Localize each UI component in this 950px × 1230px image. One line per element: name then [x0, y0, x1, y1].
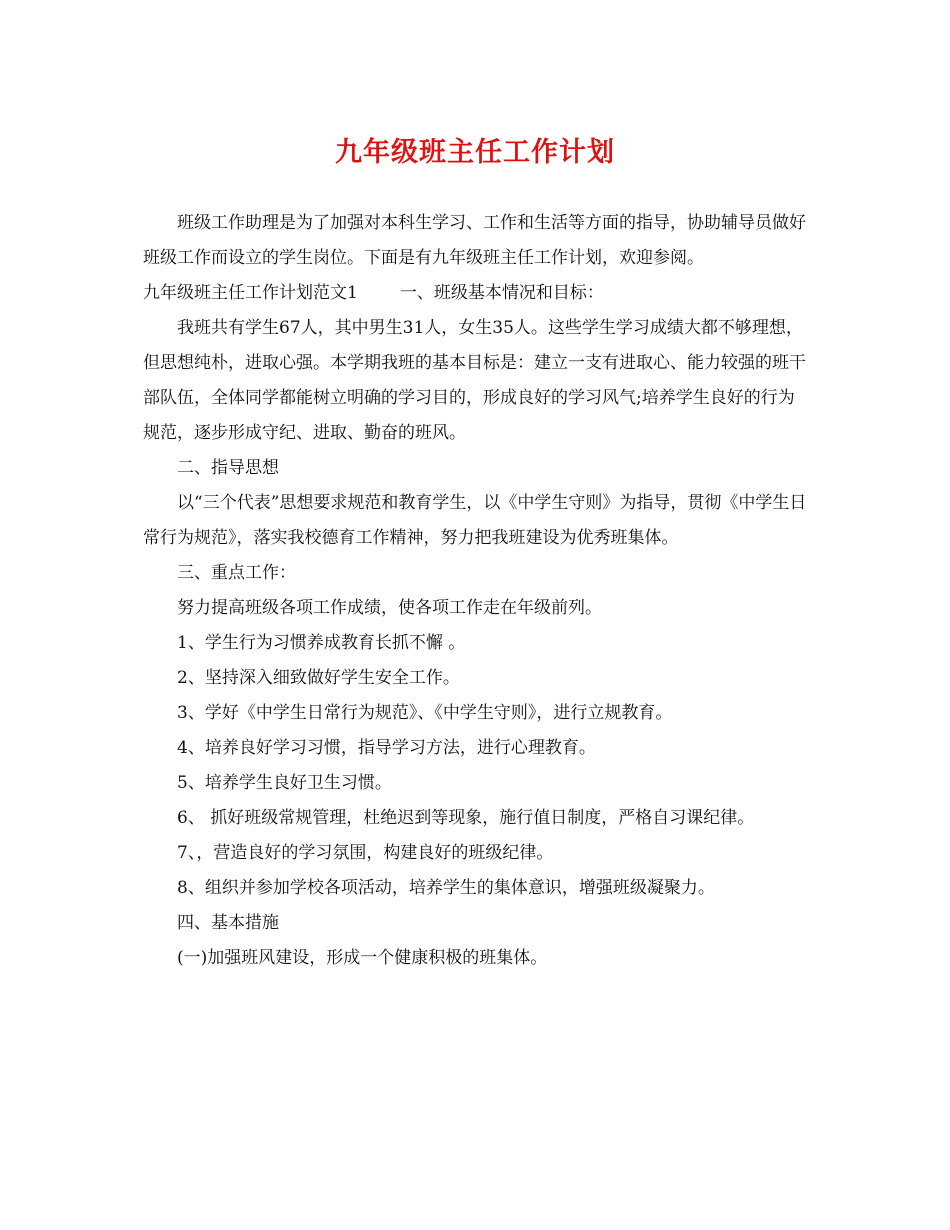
list-item: 8、组织并参加学校各项活动，培养学生的集体意识，增强班级凝聚力。: [177, 878, 715, 898]
list-item: 5、培养学生良好卫生习惯。: [177, 773, 392, 793]
section2-paragraph: 以“三个代表”思想要求规范和教育学生，以《中学生守则》为指导，贯彻《中学生日常行为规范》，落实我校德育工作精神，努力把我班建设为优秀班集体。: [143, 493, 807, 548]
list-item: 6、 抓好班级常规管理，杜绝迟到等现象，施行值日制度，严格自习课纪律。: [177, 808, 755, 828]
section4-heading: 四、基本措施: [177, 913, 279, 933]
document-title: 九年级班主任工作计划: [335, 137, 615, 168]
sample-label: 九年级班主任工作计划范文1: [143, 283, 358, 303]
sample-heading-line: [143, 276, 808, 311]
section1-heading: 一、班级基本情况和目标：: [399, 283, 604, 303]
section1-paragraph: 我班共有学生67人，其中男生31人，女生35人。这些学生学习成绩大都不够理想，但思想纯朴，进取心强。本学期我班的基本目标是：建立一支有进取心、能力较强的班干部队伍，全体同学都能树立明确的学习目的，形成良好的学习风气;培养学生良好的行为规范，逐步形成守纪、进取、勤奋的班风。: [143, 318, 806, 443]
section4-item-1: (一)加强班风建设，形成一个健康积极的班集体。: [177, 948, 548, 968]
section3-intro: 努力提高班级各项工作成绩，使各项工作走在年级前列。: [177, 598, 602, 618]
section2-heading: 二、指导思想: [177, 458, 279, 478]
list-item: 7、，营造良好的学习氛围，构建良好的班级纪律。: [177, 843, 554, 863]
section3-heading: 三、重点工作：: [177, 563, 296, 583]
document-body: [143, 206, 808, 976]
list-item: 3、学好《中学生日常行为规范》、《中学生守则》，进行立规教育。: [177, 703, 673, 723]
intro-paragraph: 班级工作助理是为了加强对本科生学习、工作和生活等方面的指导，协助辅导员做好班级工作而设立的学生岗位。下面是有九年级班主任工作计划，欢迎参阅。: [143, 213, 806, 268]
list-item: 2、坚持深入细致做好学生安全工作。: [177, 668, 460, 688]
list-item: 1、学生行为习惯养成教育长抓不懈 。: [177, 633, 466, 653]
list-item: 4、培养良好学习习惯，指导学习方法，进行心理教育。: [177, 738, 596, 758]
